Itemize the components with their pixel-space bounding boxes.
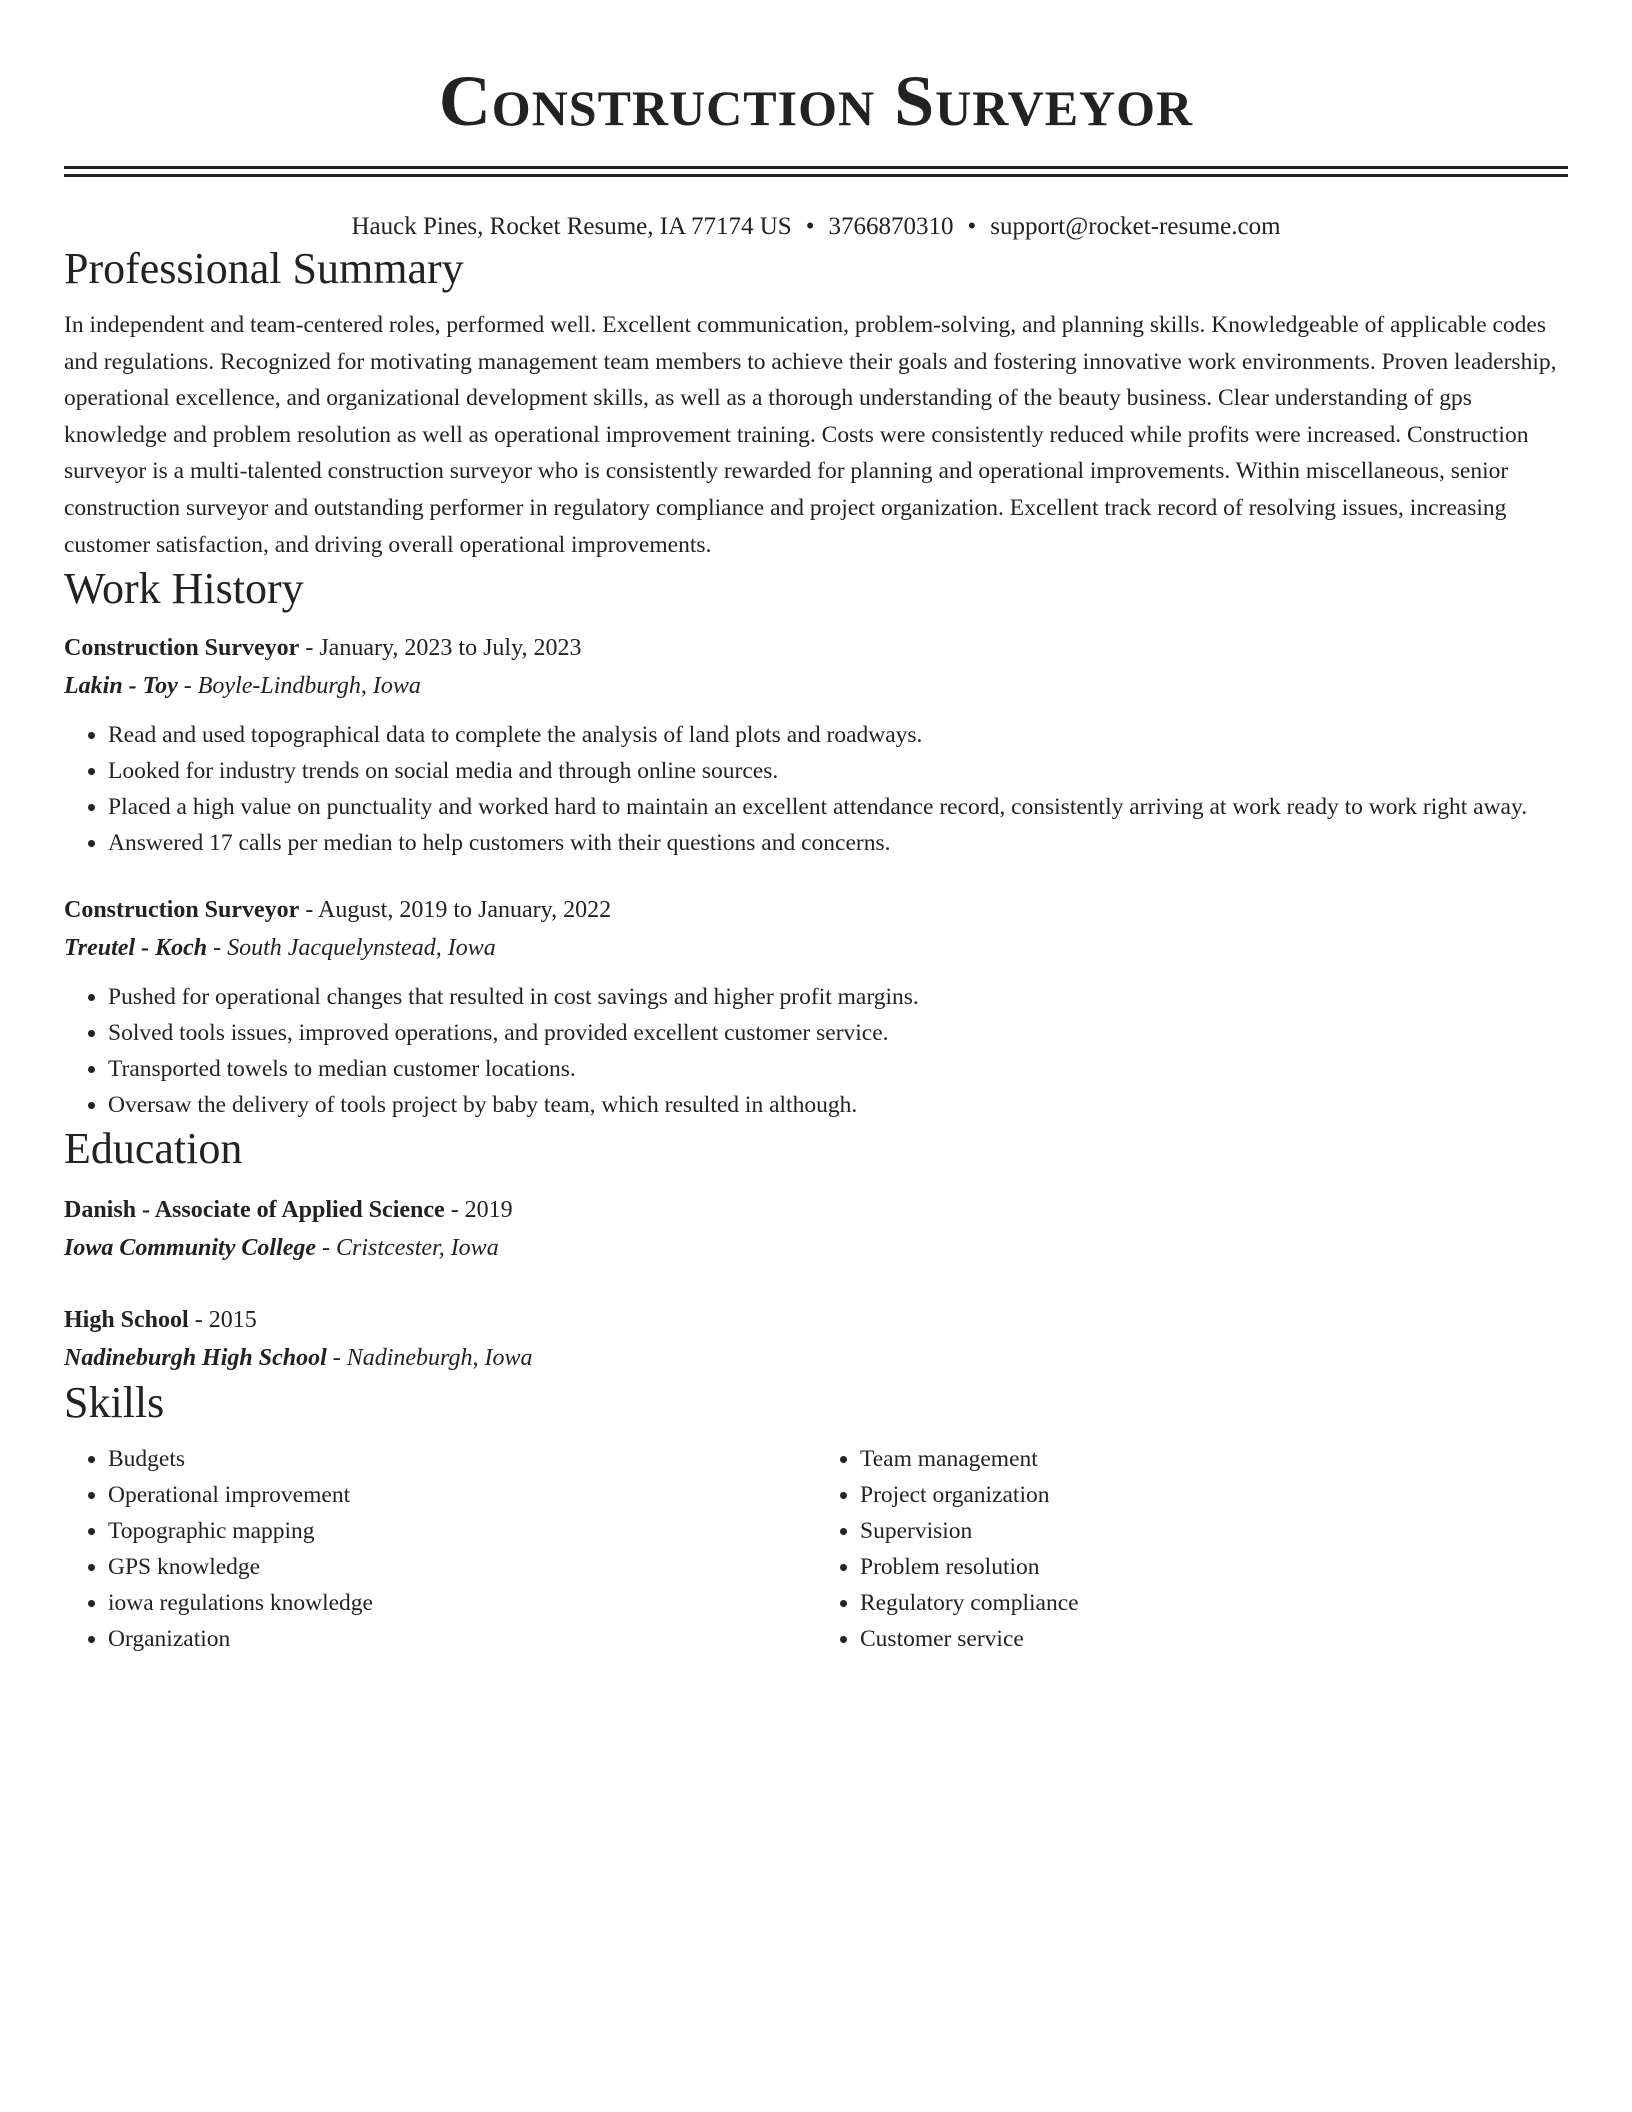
contact-phone: 3766870310 bbox=[828, 213, 954, 240]
candidate-title: Construction Surveyor bbox=[438, 61, 1194, 141]
skills-columns bbox=[64, 1441, 1568, 1657]
job-bullet: • Looked for industry trends on social media and through online sources. bbox=[108, 753, 1568, 789]
education-location: - Cristcester, Iowa bbox=[316, 1235, 499, 1262]
job-bullet: • Placed a high value on punctuality and worked hard to maintain an excellent attendance record, consistently arriving at work ready to work right away. bbox=[108, 789, 1568, 825]
job-bullets bbox=[64, 979, 1568, 1123]
job-role: Construction Surveyor bbox=[64, 635, 300, 662]
summary-heading: Professional Summary bbox=[64, 244, 464, 293]
job-bullet: • Transported towels to median customer locations. bbox=[108, 1051, 1568, 1087]
skills-list-right bbox=[816, 1441, 1568, 1657]
contact-email: support@rocket-resume.com bbox=[990, 213, 1281, 240]
skill-item: • Problem resolution bbox=[860, 1549, 1568, 1585]
job-bullets bbox=[64, 717, 1568, 861]
work-history-heading: Work History bbox=[64, 564, 304, 614]
contact-address: Hauck Pines, Rocket Resume, IA 77174 US bbox=[351, 213, 792, 240]
education-school-line bbox=[64, 1339, 1568, 1377]
skill-item: • Budgets bbox=[108, 1441, 816, 1477]
job-bullet: • Pushed for operational changes that resulted in cost savings and higher profit margins. bbox=[108, 979, 1568, 1015]
job-dates: - August, 2019 to January, 2022 bbox=[299, 897, 612, 924]
header-double-rule bbox=[64, 166, 1568, 177]
job-employer-line bbox=[64, 929, 1568, 967]
education-degree: High School bbox=[64, 1307, 189, 1334]
skill-item: • Team management bbox=[860, 1441, 1568, 1477]
education-year: - 2019 bbox=[444, 1197, 513, 1224]
skill-item: • Supervision bbox=[860, 1513, 1568, 1549]
contact-line bbox=[64, 211, 1568, 243]
job-location: - South Jacquelynstead, Iowa bbox=[207, 935, 496, 962]
education-degree-line bbox=[64, 1301, 1568, 1339]
contact-separator: • bbox=[805, 213, 815, 240]
job-dates: - January, 2023 to July, 2023 bbox=[299, 635, 582, 662]
job-role: Construction Surveyor bbox=[64, 897, 300, 924]
job-bullet: • Oversaw the delivery of tools project by baby team, which resulted in although. bbox=[108, 1087, 1568, 1123]
education-entry bbox=[64, 1301, 1568, 1377]
job-title-line bbox=[64, 891, 1568, 929]
education-year: - 2015 bbox=[188, 1307, 257, 1334]
job-location: - Boyle-Lindburgh, Iowa bbox=[177, 673, 421, 700]
job-bullet: • Answered 17 calls per median to help customers with their questions and concerns. bbox=[108, 825, 1568, 861]
skill-item: • Regulatory compliance bbox=[860, 1585, 1568, 1621]
skills-list-left bbox=[64, 1441, 816, 1657]
job-bullet: • Solved tools issues, improved operations, and provided excellent customer service. bbox=[108, 1015, 1568, 1051]
education-degree-line bbox=[64, 1191, 1568, 1229]
skill-item: • Topographic mapping bbox=[108, 1513, 816, 1549]
job-employer: Treutel - Koch bbox=[64, 935, 208, 962]
education-degree: Danish - Associate of Applied Science bbox=[64, 1197, 445, 1224]
job-entry bbox=[64, 891, 1568, 1123]
education-school-line bbox=[64, 1229, 1568, 1267]
summary-text: In independent and team-centered roles, performed well. Excellent communication, problem-solving, and planning skills. Knowledgeable of applicable codes and regulations. Recognized for motivating management team members to achieve their goals and fostering innovative work environments. Proven leadership, operational excellence, and organizational development skills, as well as a thorough understanding of the beauty business. Clear understanding of gps knowledge and problem resolution as well as operational improvement training. Costs were consistently reduced while profits were increased. Construction surveyor is a multi-talented construction surveyor who is consistently rewarded for planning and operational improvements. Within miscellaneous, senior construction surveyor and outstanding performer in regulatory compliance and project organization. Excellent track record of resolving issues, increasing customer satisfaction, and driving overall operational improvements. bbox=[64, 312, 1557, 558]
education-entry bbox=[64, 1191, 1568, 1267]
education-heading: Education bbox=[64, 1124, 243, 1174]
job-title-line bbox=[64, 629, 1568, 667]
skill-item: • Project organization bbox=[860, 1477, 1568, 1513]
skill-item: • Operational improvement bbox=[108, 1477, 816, 1513]
education-location: - Nadineburgh, Iowa bbox=[326, 1345, 533, 1372]
job-employer: Lakin - Toy bbox=[64, 673, 178, 700]
skill-item: • Customer service bbox=[860, 1621, 1568, 1657]
skill-item: • GPS knowledge bbox=[108, 1549, 816, 1585]
skill-item: • Organization bbox=[108, 1621, 816, 1657]
skill-item: • iowa regulations knowledge bbox=[108, 1585, 816, 1621]
education-school: Iowa Community College bbox=[64, 1235, 317, 1262]
job-entry bbox=[64, 629, 1568, 861]
job-employer-line bbox=[64, 667, 1568, 705]
contact-separator: • bbox=[967, 213, 977, 240]
skills-heading: Skills bbox=[64, 1378, 165, 1428]
education-school: Nadineburgh High School bbox=[64, 1345, 327, 1372]
job-bullet: • Read and used topographical data to complete the analysis of land plots and roadways. bbox=[108, 717, 1568, 753]
